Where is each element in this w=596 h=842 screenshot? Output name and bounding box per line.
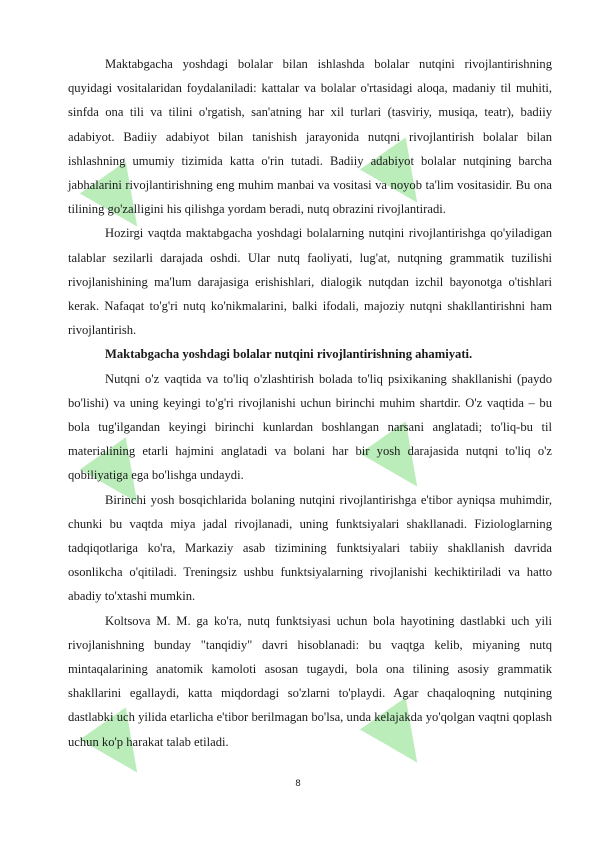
paragraph: Nutqni o'z vaqtida va to'liq o'zlashtirish bolada to'liq psixikaning shakllanishi (paydo bo'lishi) va uning keyingi to'g'ri rivojlanishi uchun birinchi muhim shartdir. O'z vaqtida – bu bola tug'ilgandan keyingi birinchi kunlardan boshlangan narsani anglatadi; to'liq-bu til materialining etarli hajmini anglatadi va bolani har bir yosh darajasida nutqni to'liq o'z qobiliyatiga ega bo'lishga undaydi. [68, 371, 552, 483]
section-heading: Maktabgacha yoshdagi bolalar nutqini rivojlantirishning ahamiyati. [105, 347, 473, 362]
paragraph: Koltsova M. M. ga ko'ra, nutq funktsiyasi uchun bola hayotining dastlabki uch yili rivojlanishning bunday "tanqidiy" davri hisoblanadi: bu vaqtga kelib, miyaning nutq mintaqalarining anatomik kamoloti asosan tugaydi, bola ona tilining asosiy grammatik shakllarini egallaydi, katta miqdordagi so'zlarni to'playdi. Agar chaqaloqning nutqining dastlabki uch yilida etarlicha e'tibor berilmagan bo'lsa, unda kelajakda yo'qolgan vaqtni qoplash uchun ko'p harakat talab etiladi. [68, 613, 552, 749]
document-body [68, 52, 552, 754]
paragraph: Birinchi yosh bosqichlarida bolaning nutqini rivojlantirishga e'tibor ayniqsa muhimdir, chunki bu vaqtda miya jadal rivojlanadi, uning funktsiyalari shakllanadi. Fiziologlarning tadqiqotlariga ko'ra, Markaziy asab tizimining funktsiyalari tabiiy shakllanish davrida osonlikcha o'qitiladi. Treningsiz ushbu funktsiyalarning rivojlanishi kechiktiriladi va hatto abadiy to'xtashi mumkin. [68, 492, 552, 604]
paragraph: Hozirgi vaqtda maktabgacha yoshdagi bolalarning nutqini rivojlantirishga qo'yiladigan talablar sezilarli darajada oshdi. Ular nutq faoliyati, lug'at, nutqning grammatik tuzilishi rivojlanishining ma'lum darajasiga erishishlari, dialogik nutqdan izchil bayonotga o'tishlari kerak. Nafaqat to'g'ri nutq ko'nikmalarini, balki ifodali, majoziy nutqni shakllantirishni ham rivojlantirish. [68, 226, 552, 338]
page-number: 8 [295, 778, 301, 789]
paragraph: Maktabgacha yoshdagi bolalar bilan ishlashda bolalar nutqini rivojlantirishning quyidagi vositalaridan foydalaniladi: kattalar va bolalar o'rtasidagi aloqa, madaniy til muhiti, sinfda ona tili va tilini o'rgatish, san'atning har xil turlari (tasviriy, musiqa, teatr), badiiy adabiyot. Badiiy adabiyot bilan tanishish jarayonida nutqni rivojlantirish bolalar bilan ishlashning umumiy tizimida katta o'rin tutadi. Badiiy adabiyot bolalar nutqining barcha jabhalarini rivojlantirishning eng muhim manbai va vositasi va noyob ta'lim vositasidir. Bu ona tilining go'zalligini his qilishga yordam beradi, nutq obrazini rivojlantiradi. [68, 57, 552, 217]
